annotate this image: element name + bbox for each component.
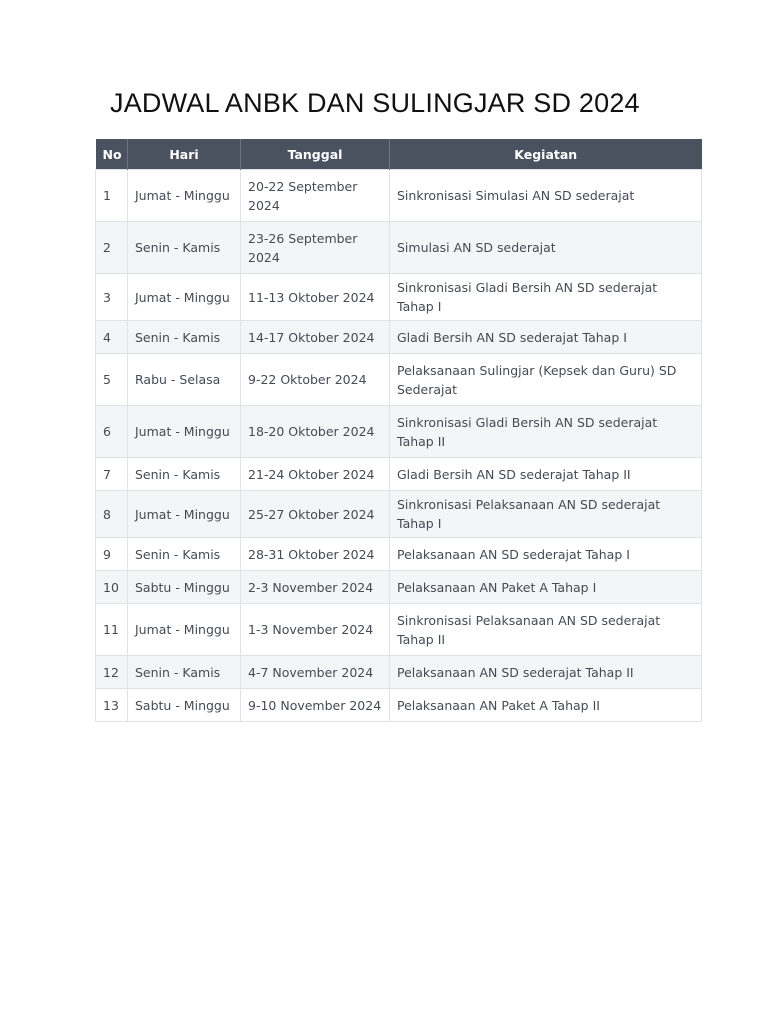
header-hari: Hari <box>128 139 241 170</box>
cell-kegiatan: Simulasi AN SD sederajat <box>390 222 702 274</box>
cell-tanggal: 23-26 September 2024 <box>241 222 390 274</box>
cell-tanggal: 1-3 November 2024 <box>241 604 390 656</box>
cell-kegiatan: Pelaksanaan AN SD sederajat Tahap I <box>390 538 702 571</box>
cell-tanggal: 2-3 November 2024 <box>241 571 390 604</box>
cell-no: 8 <box>96 491 128 538</box>
cell-hari: Senin - Kamis <box>128 656 241 689</box>
cell-kegiatan: Pelaksanaan AN SD sederajat Tahap II <box>390 656 702 689</box>
cell-kegiatan: Pelaksanaan AN Paket A Tahap II <box>390 689 702 722</box>
cell-hari: Jumat - Minggu <box>128 406 241 458</box>
cell-tanggal: 4-7 November 2024 <box>241 656 390 689</box>
cell-kegiatan: Sinkronisasi Gladi Bersih AN SD sederajat Tahap I <box>390 274 702 321</box>
cell-tanggal: 11-13 Oktober 2024 <box>241 274 390 321</box>
cell-tanggal: 25-27 Oktober 2024 <box>241 491 390 538</box>
header-tanggal: Tanggal <box>241 139 390 170</box>
table-row <box>96 491 702 538</box>
cell-tanggal: 20-22 September 2024 <box>241 170 390 222</box>
cell-tanggal: 18-20 Oktober 2024 <box>241 406 390 458</box>
table-header <box>96 139 702 170</box>
cell-tanggal: 9-22 Oktober 2024 <box>241 354 390 406</box>
table-row <box>96 571 702 604</box>
cell-no: 3 <box>96 274 128 321</box>
cell-hari: Sabtu - Minggu <box>128 571 241 604</box>
cell-kegiatan: Sinkronisasi Pelaksanaan AN SD sederajat Tahap II <box>390 604 702 656</box>
cell-hari: Rabu - Selasa <box>128 354 241 406</box>
cell-no: 9 <box>96 538 128 571</box>
cell-kegiatan: Gladi Bersih AN SD sederajat Tahap II <box>390 458 702 491</box>
table-row <box>96 222 702 274</box>
cell-tanggal: 28-31 Oktober 2024 <box>241 538 390 571</box>
table-row <box>96 538 702 571</box>
table-row <box>96 406 702 458</box>
header-no: No <box>96 139 128 170</box>
cell-tanggal: 21-24 Oktober 2024 <box>241 458 390 491</box>
document-title: JADWAL ANBK DAN SULINGJAR SD 2024 <box>110 88 640 118</box>
table-body <box>96 170 702 722</box>
table-row <box>96 656 702 689</box>
cell-no: 10 <box>96 571 128 604</box>
cell-hari: Jumat - Minggu <box>128 170 241 222</box>
cell-no: 11 <box>96 604 128 656</box>
cell-no: 12 <box>96 656 128 689</box>
table-row <box>96 689 702 722</box>
table-row <box>96 604 702 656</box>
schedule-table <box>95 139 702 722</box>
cell-hari: Senin - Kamis <box>128 222 241 274</box>
cell-tanggal: 9-10 November 2024 <box>241 689 390 722</box>
cell-no: 6 <box>96 406 128 458</box>
cell-tanggal: 14-17 Oktober 2024 <box>241 321 390 354</box>
cell-no: 13 <box>96 689 128 722</box>
cell-no: 4 <box>96 321 128 354</box>
cell-kegiatan: Sinkronisasi Simulasi AN SD sederajat <box>390 170 702 222</box>
cell-kegiatan: Pelaksanaan AN Paket A Tahap I <box>390 571 702 604</box>
cell-hari: Jumat - Minggu <box>128 491 241 538</box>
cell-no: 1 <box>96 170 128 222</box>
cell-no: 2 <box>96 222 128 274</box>
cell-no: 5 <box>96 354 128 406</box>
cell-kegiatan: Pelaksanaan Sulingjar (Kepsek dan Guru) SD Sederajat <box>390 354 702 406</box>
cell-hari: Jumat - Minggu <box>128 274 241 321</box>
cell-kegiatan: Gladi Bersih AN SD sederajat Tahap I <box>390 321 702 354</box>
cell-no: 7 <box>96 458 128 491</box>
table-row <box>96 170 702 222</box>
cell-kegiatan: Sinkronisasi Gladi Bersih AN SD sederajat Tahap II <box>390 406 702 458</box>
table-row <box>96 274 702 321</box>
cell-hari: Jumat - Minggu <box>128 604 241 656</box>
cell-hari: Senin - Kamis <box>128 538 241 571</box>
cell-kegiatan: Sinkronisasi Pelaksanaan AN SD sederajat Tahap I <box>390 491 702 538</box>
cell-hari: Sabtu - Minggu <box>128 689 241 722</box>
cell-hari: Senin - Kamis <box>128 458 241 491</box>
cell-hari: Senin - Kamis <box>128 321 241 354</box>
table-row <box>96 458 702 491</box>
header-kegiatan: Kegiatan <box>390 139 702 170</box>
table-row <box>96 321 702 354</box>
table-row <box>96 354 702 406</box>
header-row <box>96 139 702 170</box>
